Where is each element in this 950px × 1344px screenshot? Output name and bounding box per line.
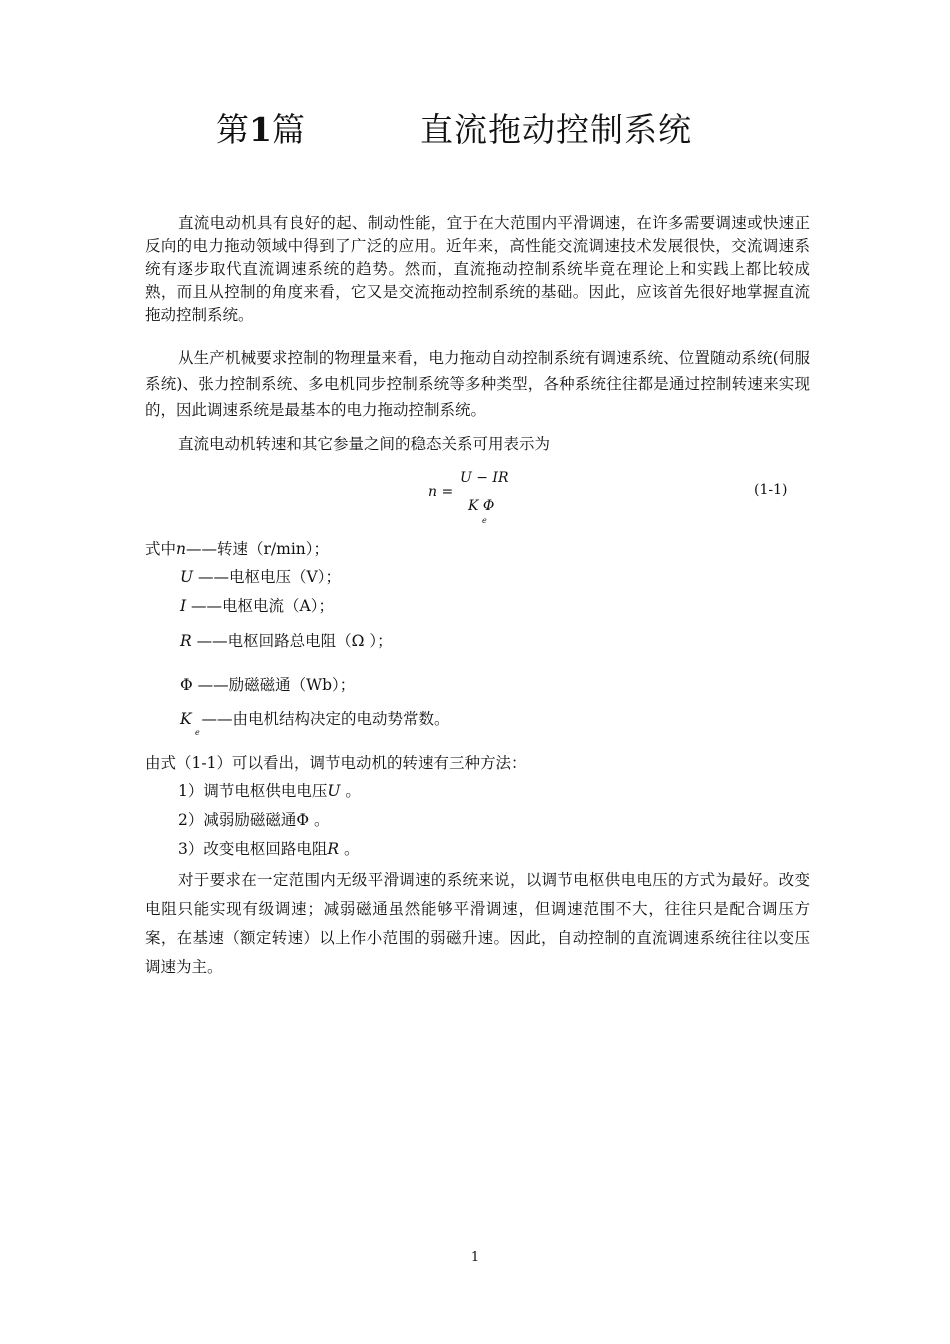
definition-intro: 式中: [145, 540, 177, 558]
method-2-text: 2）减弱励磁磁通: [178, 811, 297, 829]
definition-n: [145, 538, 329, 560]
method-2-symbol: Φ: [296, 811, 310, 829]
symbol-k-subscript: e: [195, 728, 200, 737]
symbol-u: U: [180, 568, 194, 586]
paragraph-types: 从生产机械要求控制的物理量来看，电力拖动自动控制系统有调速系统、位置随动系统(伺服系统)、张力控制系统、多电机同步控制系统等多种类型，各种系统往往都是通过控制转速来实现的，因此调速系统是最基本的电力拖动控制系统。: [145, 349, 810, 419]
method-1-end: 。: [340, 782, 361, 800]
equation-denominator: K Φ: [468, 498, 495, 514]
definition-k-text: ——由电机结构决定的电动势常数。: [201, 710, 450, 728]
equation-subscript: e: [482, 516, 487, 525]
method-1-text: 1）调节电枢供电电压: [178, 782, 328, 800]
method-3-symbol: R: [327, 840, 340, 858]
method-2-end: 。: [309, 811, 330, 829]
paragraph-conclusion: 对于要求在一定范围内无级平滑调速的系统来说，以调节电枢供电电压的方式为最好。改变电阻只能实现有级调速；减弱磁通虽然能够平滑调速，但调速范围不大，往往只是配合调压方案，在基速（额定转速）以上作小范围的弱磁升速。因此，自动控制的直流调速系统往往以变压调速为主。: [145, 871, 810, 976]
equation-lhs: n =: [428, 484, 454, 500]
definition-u-text: ——电枢电压（V）；: [193, 568, 341, 586]
chapter-number: [216, 104, 305, 151]
equation-number: (1-1): [754, 482, 788, 498]
paragraph-intro: 直流电动机具有良好的起、制动性能，宜于在大范围内平滑调速，在许多需要调速或快速正反向的电力拖动领域中得到了广泛的应用。近年来，高性能交流调速技术发展很快，交流调速系统有逐步取代直流调速系统的趋势。然而，直流拖动控制系统毕竟在理论上和实践上都比较成熟，而且从控制的角度来看，它又是交流拖动控制系统的基础。因此，应该首先很好地掌握直流拖动控制系统。: [145, 214, 810, 324]
definition-phi: [180, 674, 355, 696]
definition-r: [180, 630, 393, 652]
method-1: [178, 780, 361, 802]
methods-intro: 由式（1-1）可以看出，调节电动机的转速有三种方法：: [145, 754, 527, 772]
equation-1-1: [420, 468, 560, 528]
definition-i-text: ——电枢电流（A）；: [186, 597, 334, 615]
method-1-symbol: U: [327, 782, 341, 800]
method-3: [178, 838, 359, 860]
symbol-k: K: [180, 710, 192, 728]
method-3-text: 3）改变电枢回路电阻: [178, 840, 328, 858]
page-number: 1: [470, 1250, 480, 1265]
symbol-r: R: [180, 632, 192, 650]
paragraph-formula-intro: 直流电动机转速和其它参量之间的稳态关系可用表示为: [178, 435, 551, 453]
method-2: [178, 809, 330, 831]
chapter-prefix: 第: [216, 110, 249, 149]
definition-r-text: ——电枢回路总电阻（Ω ）；: [191, 632, 393, 650]
chapter-heading: [0, 100, 950, 150]
symbol-n: n: [176, 540, 186, 558]
definition-u: [180, 566, 341, 588]
symbol-phi: Φ: [180, 676, 193, 694]
definition-phi-text: ——励磁磁通（Wb）；: [192, 676, 356, 694]
chapter-title: 直流拖动控制系统: [420, 110, 692, 149]
method-3-end: 。: [339, 840, 360, 858]
definition-k: [180, 708, 449, 730]
chapter-suffix: 篇: [271, 110, 305, 149]
equation-numerator: U − IR: [460, 470, 509, 486]
chapter-number-digit: 1: [249, 110, 272, 149]
definition-i: [180, 595, 334, 617]
definition-n-text: ——转速（r/min）；: [186, 540, 330, 558]
symbol-i: I: [180, 597, 187, 615]
